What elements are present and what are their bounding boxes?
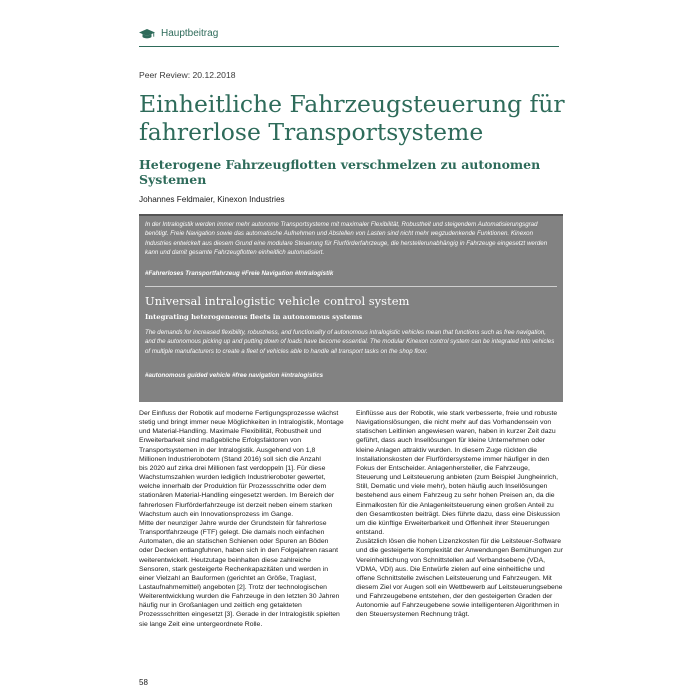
abstract-divider: [145, 286, 557, 287]
english-title: Universal intralogistic vehicle control system: [145, 294, 410, 308]
body-column-left: [139, 409, 344, 629]
body-paragraph: Der Einfluss der Robotik auf moderne Fertigungsprozesse wächst stetig und bringt immer neue Möglichkeiten in Intralogistik, Montage und Material-Handling. Maximale Flexibilität, Robustheit und Erweiterbarkeit sind maßgebliche Erfolgsfaktoren von Transportsystemen in der Intralogistik. Ausgehend von 1,8 Millionen Industrierobotern (Stand 2016) soll sich die Anzahl: [139, 410, 344, 463]
article-title: Einheitliche Fahrzeugsteuerung für fahrerlose Transportsysteme: [139, 90, 565, 146]
body-paragraph: Einflüsse aus der Robotik, wie stark verbesserte, freie und robuste Navigationslösungen, die nicht mehr auf das Vorhandensein von statischen Leitlinien angewiesen waren, haben in kurzer Zeit dazu geführt, dass auch Insellösungen für kleine Unternehmen oder kleine Anlagen attraktiv wurden. In diesem Zuge rückten die Installationskosten der Flurfördersysteme immer häufiger in den Fokus der Entscheider. Anlagenhersteller, die Fahrzeuge, Steuerung und Leitsteuerung anbieten (zum Beispiel Jungheinrich, Still, Dematic und viele mehr), boten häufig auch Insellösungen bestehend aus einem Fahrzeug zu sehr hohen Preisen an, da die Einmalkosten für die Anlagenleitsteuerung einen großen Anteil zu den Gesamtkosten beiträgt. Dies führte dazu, dass eine Diskussion um die künftige Erweiterbarkeit und Offenheit ihrer Steuerungen entstand.: [356, 410, 560, 537]
graduation-cap-icon: [139, 27, 155, 39]
body-paragraph: Mitte der neunziger Jahre wurde der Grundstein für fahrerlose Transportfahrzeuge (FTF) gelegt. Die damals noch einfachen Automaten, die an statischen Schienen oder Spuren an Böden oder Decken entlangfuhren, haben sich in den Folgejahren rasant weiterentwickelt. Heutzutage beinhalten diese zahlreiche Sensoren, stark gesteigerte Rechenkapazitäten und werden in einer Vielzahl an Bauformen (gerichtet an Größe, Traglast, Lastaufnahmemittel) angeboten [2]. Trotz der technologischen Weiterentwicklung wurden die Fahrzeuge in den letzten 30 Jahren häufig nur in Großanlagen und zeitlich eng getakteten Prozessschritten eingesetzt [3]. Gerade in der Intralogistik spielten sie lange Zeit eine untergeordnete Rolle.: [139, 519, 340, 628]
keywords-german: #Fahrerloses Transportfahrzeug #Freie Navigation #Intralogistik: [145, 270, 334, 277]
body-column-right: [356, 409, 563, 620]
english-subtitle: Integrating heterogeneous fleets in autonomous systems: [145, 313, 363, 321]
abstract-box: [139, 214, 563, 402]
abstract-english: The demands for increased flexibility, robustness, and functionality of autonomous intralogistic vehicles mean that functions such as free navigation, and the autonomous picking up and putting down of loads have become essential. The modular Kinexon control system can be integrated into vehicles of multiple manufacturers to create a fleet of vehicles able to handle all transport tasks on the shop floor.: [145, 329, 555, 355]
article-subtitle: Heterogene Fahrzeugflotten verschmelzen zu autonomen Systemen: [139, 157, 541, 187]
section-label: Hauptbeitrag: [161, 27, 219, 39]
section-header: [139, 20, 559, 47]
keywords-english: #autonomous guided vehicle #free navigation #intralogistics: [145, 372, 324, 379]
peer-review-date: Peer Review: 20.12.2018: [139, 70, 236, 80]
abstract-german: In der Intralogistik werden immer mehr autonome Transportsysteme mit maximaler Flexibilität, Robustheit und steigendem Automatisierungsgrad benötigt. Freie Navigation sowie das automatische Aufnehmen und Abstellen von Lasten sind nicht mehr wegzudenkende Funktionen. Kinexon Industries entwickelt aus diesem Grund eine modulare Steuerung für Flurförderfahrzeuge, die herstellerunabhängig in Fahrzeuge eingesetzt werden kann und damit gesamte Fahrzeugflotten einheitlich automatisiert.: [145, 221, 548, 256]
body-paragraph: bis 2020 auf zirka drei Millionen fast verdoppeln [1]. Für diese Wachstumszahlen wurden lediglich Industrieroboter gewertet, welche innerhalb der Produktion für Prozessschritte oder dem stationären Material-Handling eingesetzt werden. Im Bereich der fahrerlosen Flurförderfahrzeuge ist derzeit neben einem starken Wachstum auch ein Innovationsprozess im Gange.: [139, 464, 335, 518]
page-number: 58: [139, 678, 148, 687]
author-line: Johannes Feldmaier, Kinexon Industries: [139, 195, 285, 204]
body-paragraph: Zusätzlich lösen die hohen Lizenzkosten für die Leitsteuer-Software und die gesteigerte Komplexität der Anwendungen Bemühungen zur Vereinheitlichung von Schnittstellen auf Verbandsebene (VDA, VDMA, VDI) aus. Die Entwürfe zielen auf eine einheitliche und offene Schnittstelle zwischen Leitsteuerung und Fahrzeugen. Mit diesem Ziel vor Augen soll ein Wettbewerb auf Leitsteuerungsebene und Fahrzeugebene entstehen, der den gesteigerten Graden der Autonomie auf Fahrzeugebene sowie intelligenteren Algorithmen in den Steuersystemen Rechnung trägt.: [356, 538, 563, 619]
